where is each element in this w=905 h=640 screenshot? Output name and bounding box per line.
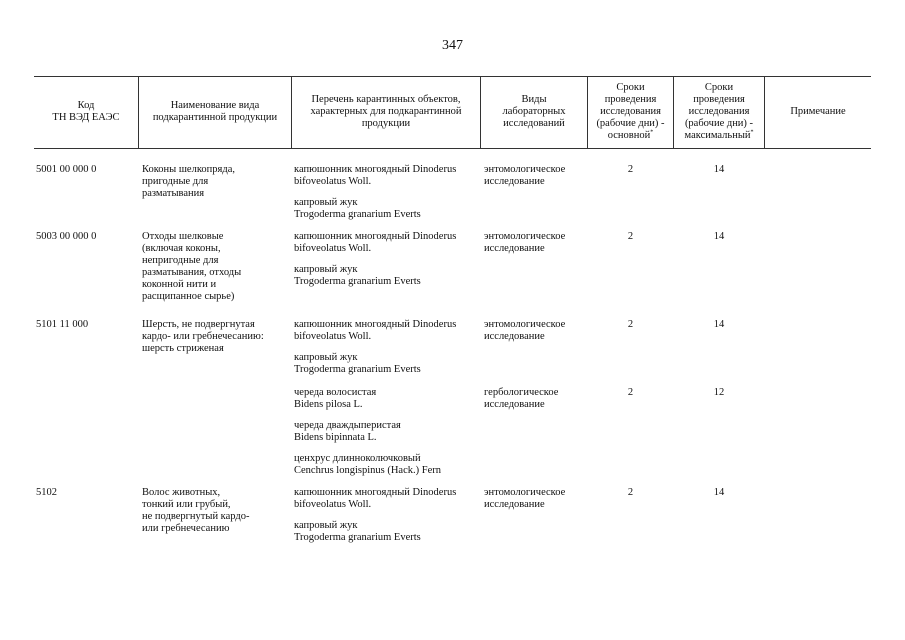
quarantine-object (294, 264, 480, 288)
header-term-max-line: исследования (688, 106, 750, 117)
row-extra-lab-type-line: гербологическое (484, 387, 559, 398)
row-product-name (142, 487, 290, 535)
header-name-line: подкарантинной продукции (152, 112, 278, 123)
row-lab-type-line: исследование (484, 176, 545, 187)
header-objects-line: характерных для подкарантинной (310, 106, 462, 117)
header-note (765, 76, 871, 148)
header-bottom-rule (34, 148, 871, 149)
header-term-basic-line: исследования (600, 106, 661, 117)
header-note-line: Примечание (790, 106, 846, 117)
object-common-name: капровый жук (294, 264, 358, 275)
row-lab-type-line: исследование (484, 499, 545, 510)
row-lab-type-line: энтомологическое (484, 319, 566, 330)
row-product-name-line: Коконы шелкопряда, (142, 164, 235, 175)
object-common-name: череда волосистая (294, 387, 377, 398)
header-name (139, 76, 291, 148)
object-latin-name: Trogoderma granarium Everts (294, 209, 421, 220)
row-product-name-line: шерсть стриженая (142, 343, 224, 354)
row-lab-type-line: исследование (484, 243, 545, 254)
header-name-line: Наименование вида (170, 100, 260, 111)
row-product-name-line: пригодные для (142, 176, 209, 187)
quarantine-object (294, 319, 480, 343)
row-product-name-line: не подвергнутый кардо- (142, 511, 250, 522)
row-code: 5001 00 000 0 (36, 164, 97, 175)
object-latin-name: bifoveolatus Woll. (294, 243, 372, 254)
header-objects-line: Перечень карантинных объектов, (311, 94, 461, 105)
object-latin-name: bifoveolatus Woll. (294, 331, 372, 342)
row-lab-type (484, 231, 588, 255)
object-common-name: капюшонник многоядный Dinoderus (294, 164, 457, 175)
row-lab-type (484, 487, 588, 511)
footnote-mark: * (650, 129, 654, 136)
object-latin-name: Trogoderma granarium Everts (294, 532, 421, 543)
row-lab-type-line: энтомологическое (484, 231, 566, 242)
header-term-basic (588, 76, 673, 148)
header-term-max-line: максимальный* (684, 129, 754, 141)
quarantine-object (294, 420, 480, 444)
row-product-name-line: Отходы шелковые (142, 231, 224, 242)
row-extra-lab-type-line: исследование (484, 399, 545, 410)
header-objects-line: продукции (361, 118, 411, 129)
header-term-max (674, 76, 764, 148)
object-common-name: ценхрус длинноколючковый (294, 453, 421, 464)
row-term-max: 14 (713, 487, 725, 498)
header-term-basic-line: (рабочие дни) - (596, 118, 665, 129)
row-term-max: 14 (713, 231, 725, 242)
header-code-line: ТН ВЭД ЕАЭС (52, 112, 120, 123)
quarantine-object (294, 453, 480, 477)
row-product-name-line: разматывания (142, 188, 205, 199)
header-code (34, 76, 138, 148)
row-product-name-line: непригодные для (142, 255, 219, 266)
quarantine-object (294, 164, 480, 188)
row-term-basic: 2 (627, 231, 634, 242)
header-lab (481, 76, 587, 148)
quarantine-object (294, 352, 480, 376)
object-latin-name: Bidens pilosa L. (294, 399, 363, 410)
row-product-name-line: (включая коконы, (142, 243, 221, 254)
object-latin-name: Trogoderma granarium Everts (294, 276, 421, 287)
header-term-basic-line: основной* (607, 129, 654, 141)
row-code: 5003 00 000 0 (36, 231, 97, 242)
object-common-name: капровый жук (294, 352, 358, 363)
object-common-name: капюшонник многоядный Dinoderus (294, 319, 457, 330)
header-lab-line: Виды (521, 94, 547, 105)
row-objects (294, 319, 480, 376)
row-product-name-line: коконной нити и (142, 279, 217, 290)
row-product-name (142, 319, 290, 355)
header-lab-line: лабораторных (502, 106, 566, 117)
object-latin-name: Bidens bipinnata L. (294, 432, 377, 443)
object-latin-name: bifoveolatus Woll. (294, 176, 372, 187)
row-term-max: 14 (713, 164, 725, 175)
row-objects (294, 487, 480, 544)
row-term-basic: 2 (627, 487, 634, 498)
header-objects (292, 76, 480, 148)
object-common-name: череда дваждыперистая (294, 420, 401, 431)
row-objects (294, 231, 480, 288)
footnote-mark: * (750, 129, 754, 136)
row-code: 5101 11 000 (36, 319, 89, 330)
object-latin-name: Cenchrus longispinus (Hack.) Fern (294, 465, 441, 476)
row-lab-type (484, 164, 588, 188)
row-code: 5102 (36, 487, 57, 498)
quarantine-object (294, 387, 480, 411)
row-product-name-line: разматывания, отходы (142, 267, 242, 278)
row-product-name-line: тонкий или грубый, (142, 499, 231, 510)
row-objects (294, 164, 480, 221)
header-term-max-line: (рабочие дни) - (684, 118, 754, 129)
row-term-max: 14 (713, 319, 725, 330)
page-number: 347 (442, 38, 463, 53)
row-product-name-line: кардо- или гребнечесанию: (142, 331, 264, 342)
object-common-name: капюшонник многоядный Dinoderus (294, 487, 457, 498)
header-lab-line: исследований (503, 118, 565, 129)
row-lab-type-line: исследование (484, 331, 545, 342)
row-product-name-line: расщипанное сырье) (142, 291, 235, 302)
row-product-name-line: Шерсть, не подвергнутая (142, 319, 255, 330)
row-product-name (142, 231, 290, 303)
quarantine-object (294, 520, 480, 544)
object-common-name: капюшонник многоядный Dinoderus (294, 231, 457, 242)
row-lab-type (484, 319, 588, 343)
row-extra-lab-type (484, 387, 588, 411)
quarantine-object (294, 197, 480, 221)
quarantine-object (294, 231, 480, 255)
header-term-basic-line: проведения (604, 94, 657, 105)
header-term-max-line: проведения (693, 94, 745, 105)
row-extra-term-basic: 2 (627, 387, 634, 398)
row-product-name-line: или гребнечесанию (142, 523, 230, 534)
row-product-name (142, 164, 290, 200)
header-term-max-line: Сроки (704, 82, 734, 93)
row-lab-type-line: энтомологическое (484, 487, 566, 498)
row-extra-objects (294, 387, 480, 477)
row-product-name-line: Волос животных, (142, 487, 221, 498)
object-latin-name: bifoveolatus Woll. (294, 499, 372, 510)
object-common-name: капровый жук (294, 197, 358, 208)
quarantine-object (294, 487, 480, 511)
row-term-basic: 2 (627, 319, 634, 330)
header-code-line: Код (77, 100, 95, 111)
row-term-basic: 2 (627, 164, 634, 175)
header-term-basic-line: Сроки (616, 82, 645, 93)
object-common-name: капровый жук (294, 520, 358, 531)
object-latin-name: Trogoderma granarium Everts (294, 364, 421, 375)
row-extra-term-max: 12 (713, 387, 725, 398)
row-lab-type-line: энтомологическое (484, 164, 566, 175)
